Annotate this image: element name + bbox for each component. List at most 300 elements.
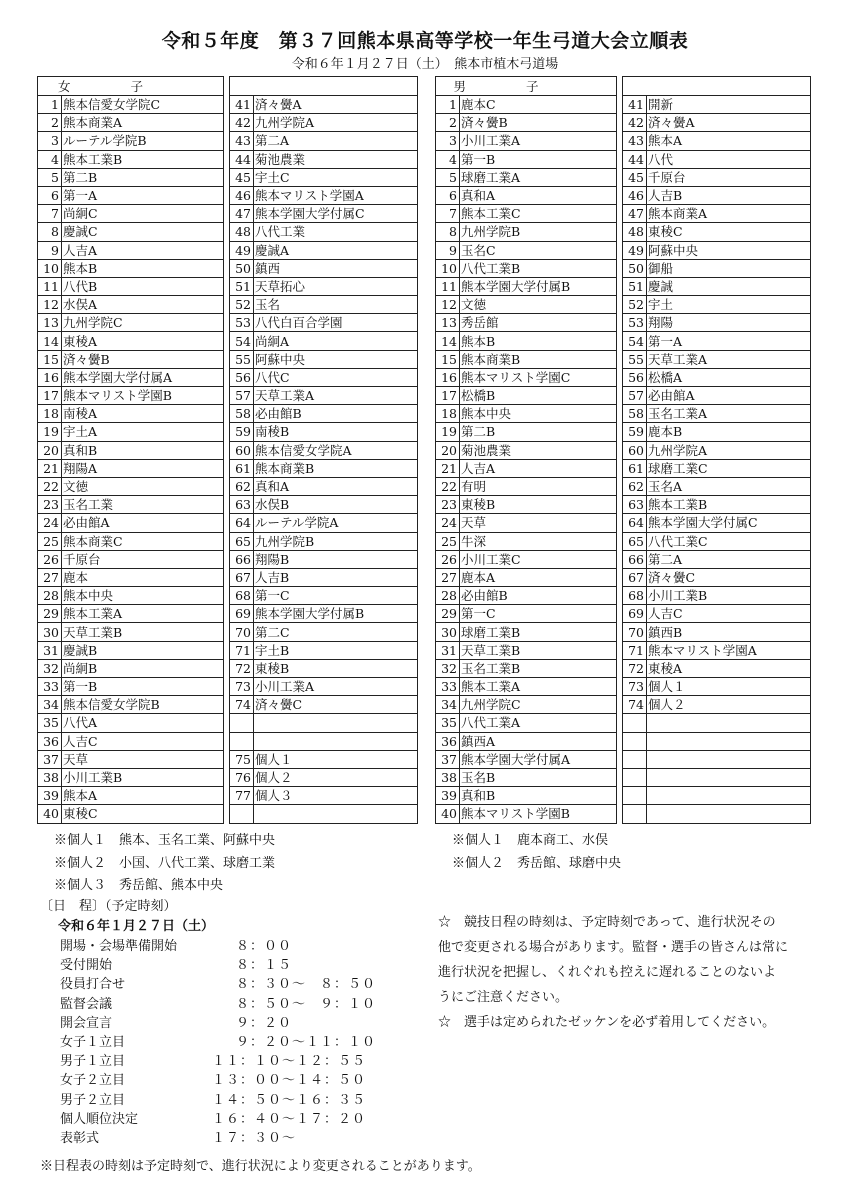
table-row [436, 605, 811, 623]
table-row [436, 623, 811, 641]
team-name: 九州学院B [460, 223, 617, 241]
team-name: 東稜C [647, 223, 811, 241]
order-number: 51 [230, 277, 254, 295]
team-name: 天草工業B [62, 623, 224, 641]
schedule-time: ９：２０～１１：１０ [236, 1034, 377, 1050]
order-number: 77 [230, 787, 254, 805]
order-number: 64 [230, 514, 254, 532]
table-row [38, 168, 418, 186]
schedule-label: 男子１立目 [60, 1054, 126, 1070]
table-row [436, 332, 811, 350]
schedule-label: 開場・会場準備開始 [60, 939, 178, 954]
order-number: 69 [230, 605, 254, 623]
girls-individual-notes [54, 830, 275, 898]
order-number: 11 [436, 277, 460, 295]
order-number: 48 [623, 223, 647, 241]
team-name: 済々黌C [254, 696, 418, 714]
order-number: 37 [436, 750, 460, 768]
team-name: 熊本工業B [647, 496, 811, 514]
order-number: 69 [623, 605, 647, 623]
team-name: 球磨工業C [647, 459, 811, 477]
schedule-label: 男子２立目 [60, 1092, 126, 1108]
order-number: 22 [38, 477, 62, 495]
schedule-heading: 〔日 程〕（予定時刻） [40, 899, 177, 914]
order-number: 2 [38, 114, 62, 132]
team-name: 東稜C [62, 805, 224, 823]
schedule-label: 役員打合せ [60, 977, 126, 993]
team-name: 熊本工業A [62, 605, 224, 623]
order-number: 37 [38, 750, 62, 768]
order-number: 6 [38, 186, 62, 204]
order-number: 51 [623, 277, 647, 295]
schedule-row [40, 1110, 367, 1129]
team-name: 熊本マリスト学園C [460, 368, 617, 386]
order-number: 72 [623, 659, 647, 677]
order-number: 10 [436, 259, 460, 277]
order-number: 63 [230, 496, 254, 514]
team-name: 熊本工業A [460, 678, 617, 696]
order-number: 54 [230, 332, 254, 350]
schedule-row [40, 1091, 367, 1110]
team-name: 玉名工業A [647, 405, 811, 423]
order-number: 74 [230, 696, 254, 714]
schedule-row [40, 1014, 293, 1033]
team-name: 小川工業B [62, 768, 224, 786]
team-name: 鎮西A [460, 732, 617, 750]
team-name: 熊本信愛女学院C [62, 96, 224, 114]
order-number: 65 [623, 532, 647, 550]
team-name: 必由館A [647, 387, 811, 405]
team-name: 八代C [254, 368, 418, 386]
order-number [230, 805, 254, 823]
team-name: 水俣B [254, 496, 418, 514]
order-number: 70 [623, 623, 647, 641]
order-number: 19 [38, 423, 62, 441]
schedule-label: 監督会議 [60, 996, 113, 1012]
table-row [38, 277, 418, 295]
team-name [647, 732, 811, 750]
team-name: 東稜A [62, 332, 224, 350]
team-name: 人吉A [62, 241, 224, 259]
event-date-venue: 令和６年１月２７日（土） 熊本市植木弓道場 [291, 57, 559, 72]
table-row [38, 241, 418, 259]
order-number: 55 [230, 350, 254, 368]
team-name: 熊本中央 [62, 587, 224, 605]
order-number: 47 [623, 205, 647, 223]
schedule-time: ８：５０～ ９：１０ [236, 996, 377, 1012]
order-number: 72 [230, 659, 254, 677]
table-row [38, 296, 418, 314]
order-number: 41 [623, 96, 647, 114]
table-row [436, 532, 811, 550]
order-number: 58 [623, 405, 647, 423]
table-row [436, 732, 811, 750]
team-name: 熊本商業A [647, 205, 811, 223]
team-name: 天草工業B [460, 641, 617, 659]
table-row [436, 150, 811, 168]
team-name: 阿蘇中央 [647, 241, 811, 259]
table-row [436, 96, 811, 114]
team-name: 熊本商業A [62, 114, 224, 132]
table-row [436, 368, 811, 386]
team-name: 八代工業B [460, 259, 617, 277]
table-row [38, 550, 418, 568]
table-row [436, 768, 811, 786]
team-name [254, 732, 418, 750]
note-line: ※個人１ 熊本、玉名工業、阿蘇中央 [54, 833, 276, 848]
note-line: ※個人１ 鹿本商工、水俣 [452, 833, 609, 848]
order-number [623, 805, 647, 823]
schedule-row [40, 1071, 367, 1090]
order-number: 13 [38, 314, 62, 332]
team-name: 真和B [62, 441, 224, 459]
team-name: ルーテル学院B [62, 132, 224, 150]
team-name: 個人３ [254, 787, 418, 805]
boys-header: 男子 [436, 77, 617, 96]
order-number: 23 [38, 496, 62, 514]
team-name: 熊本マリスト学園A [254, 186, 418, 204]
team-name: 必由館B [254, 405, 418, 423]
table-row [38, 623, 418, 641]
team-name: 熊本マリスト学園A [647, 641, 811, 659]
table-row [38, 678, 418, 696]
team-name [254, 714, 418, 732]
team-name: 菊池農業 [254, 150, 418, 168]
order-number: 62 [230, 477, 254, 495]
order-number: 3 [38, 132, 62, 150]
order-number: 49 [623, 241, 647, 259]
team-name: 第二C [254, 623, 418, 641]
team-name: 個人２ [647, 696, 811, 714]
schedule-time: ８：３０～ ８：５０ [236, 977, 377, 993]
team-name: 翔陽 [647, 314, 811, 332]
team-name: 熊本信愛女学院B [62, 696, 224, 714]
team-name: 玉名工業 [62, 496, 224, 514]
team-name: ルーテル学院A [254, 514, 418, 532]
team-name: 熊本マリスト学園B [460, 805, 617, 823]
team-name: 真和A [460, 186, 617, 204]
order-number: 76 [230, 768, 254, 786]
order-number: 48 [230, 223, 254, 241]
team-name: 熊本学園大学付属C [647, 514, 811, 532]
order-number: 17 [38, 387, 62, 405]
team-name: 真和B [460, 787, 617, 805]
order-number: 12 [38, 296, 62, 314]
schedule-label: 女子２立目 [60, 1073, 126, 1089]
order-number [623, 714, 647, 732]
team-name: 熊本A [647, 132, 811, 150]
girls-order-table [37, 76, 418, 824]
team-name: 済々黌A [647, 114, 811, 132]
page-title: 令和５年度 第３７回熊本県高等学校一年生弓道大会立順表 [161, 30, 689, 52]
team-name: 第一A [647, 332, 811, 350]
team-name: 天草拓心 [254, 277, 418, 295]
team-name: 水俣A [62, 296, 224, 314]
team-name [254, 805, 418, 823]
order-number: 6 [436, 186, 460, 204]
team-name: 秀岳館 [460, 314, 617, 332]
order-number: 49 [230, 241, 254, 259]
table-row [436, 296, 811, 314]
team-name: 熊本工業B [62, 150, 224, 168]
team-name: 八代工業C [647, 532, 811, 550]
team-name: 九州学院A [254, 114, 418, 132]
team-name: 翔陽B [254, 550, 418, 568]
order-number: 42 [230, 114, 254, 132]
order-number: 40 [436, 805, 460, 823]
team-name: 熊本マリスト学園B [62, 387, 224, 405]
order-number: 15 [436, 350, 460, 368]
team-name: 慶誠B [62, 641, 224, 659]
order-number: 56 [623, 368, 647, 386]
team-name: 第二B [62, 168, 224, 186]
order-number: 67 [623, 568, 647, 586]
team-name: 第一C [254, 587, 418, 605]
note-line: ※個人３ 秀岳館、熊本中央 [54, 878, 224, 893]
team-name: 宇土A [62, 423, 224, 441]
table-row [38, 350, 418, 368]
boys-order-table [435, 76, 811, 824]
table-row [436, 696, 811, 714]
order-number: 16 [436, 368, 460, 386]
table-row [38, 605, 418, 623]
order-number: 41 [230, 96, 254, 114]
order-number: 39 [436, 787, 460, 805]
order-number: 59 [623, 423, 647, 441]
team-name: 鹿本C [460, 96, 617, 114]
order-number: 17 [436, 387, 460, 405]
schedule-row [40, 995, 377, 1014]
order-number: 21 [436, 459, 460, 477]
order-number: 27 [436, 568, 460, 586]
schedule-label: 開会宣言 [60, 1015, 113, 1031]
order-number: 67 [230, 568, 254, 586]
order-number: 5 [38, 168, 62, 186]
team-name: 個人１ [254, 750, 418, 768]
team-name: 阿蘇中央 [254, 350, 418, 368]
team-name: 天草工業A [254, 387, 418, 405]
table-row [38, 259, 418, 277]
table-row [38, 787, 418, 805]
order-number: 38 [436, 768, 460, 786]
table-row [38, 459, 418, 477]
team-name: 第二B [460, 423, 617, 441]
order-number: 43 [623, 132, 647, 150]
team-name: 八代A [62, 714, 224, 732]
team-name: 第二A [254, 132, 418, 150]
order-number: 28 [38, 587, 62, 605]
team-name: 熊本工業C [460, 205, 617, 223]
table-row [38, 659, 418, 677]
girls-header-right [230, 77, 418, 96]
order-number: 60 [623, 441, 647, 459]
order-number: 57 [623, 387, 647, 405]
order-number: 18 [38, 405, 62, 423]
table-row [38, 641, 418, 659]
remark-bib: ☆ 選手は定められたゼッケンを必ず着用してください。 [438, 1015, 776, 1030]
team-name: 牛深 [460, 532, 617, 550]
table-row [38, 387, 418, 405]
team-name: 九州学院A [647, 441, 811, 459]
order-number: 53 [623, 314, 647, 332]
schedule-time: ９：２０ [236, 1015, 293, 1031]
order-number: 52 [623, 296, 647, 314]
team-name: 第一B [460, 150, 617, 168]
team-name: 必由館B [460, 587, 617, 605]
team-name: 鎮西 [254, 259, 418, 277]
schedule-label: 個人順位決定 [60, 1111, 139, 1127]
team-name: 第一C [460, 605, 617, 623]
team-name: 天草 [460, 514, 617, 532]
order-number: 75 [230, 750, 254, 768]
team-name: 熊本学園大学付属A [62, 368, 224, 386]
team-name: 菊池農業 [460, 441, 617, 459]
schedule-time: １６：４０～１７：２０ [212, 1111, 367, 1127]
table-row [436, 787, 811, 805]
team-name: 東稜B [254, 659, 418, 677]
order-number: 21 [38, 459, 62, 477]
team-name: 個人１ [647, 678, 811, 696]
team-name: 玉名 [254, 296, 418, 314]
team-name: 慶誠A [254, 241, 418, 259]
team-name: 松橋A [647, 368, 811, 386]
order-number: 31 [436, 641, 460, 659]
team-name [647, 805, 811, 823]
team-name: 尚絅B [62, 659, 224, 677]
order-number: 33 [436, 678, 460, 696]
table-row [436, 750, 811, 768]
table-row [436, 459, 811, 477]
order-number: 46 [230, 186, 254, 204]
team-name: 翔陽A [62, 459, 224, 477]
table-row [436, 496, 811, 514]
team-name: 九州学院C [62, 314, 224, 332]
team-name: 南稜B [254, 423, 418, 441]
order-number: 52 [230, 296, 254, 314]
order-number: 20 [436, 441, 460, 459]
note-line: ※個人２ 小国、八代工業、球磨工業 [54, 855, 276, 871]
team-name: 人吉A [460, 459, 617, 477]
order-number: 47 [230, 205, 254, 223]
order-number: 45 [230, 168, 254, 186]
team-name: 熊本B [62, 259, 224, 277]
order-number: 34 [436, 696, 460, 714]
table-row [436, 132, 811, 150]
order-number: 28 [436, 587, 460, 605]
order-number [623, 732, 647, 750]
order-number: 44 [623, 150, 647, 168]
schedule-date: 令和６年１月２７日（土） [58, 919, 215, 934]
team-name: 慶誠 [647, 277, 811, 295]
team-name: 鹿本 [62, 568, 224, 586]
team-name: 文徳 [460, 296, 617, 314]
table-row [436, 168, 811, 186]
team-name: 尚絅C [62, 205, 224, 223]
order-number: 44 [230, 150, 254, 168]
order-number: 31 [38, 641, 62, 659]
team-name: 開新 [647, 96, 811, 114]
schedule-row [40, 956, 293, 975]
order-number: 34 [38, 696, 62, 714]
order-number [623, 787, 647, 805]
order-number: 9 [38, 241, 62, 259]
team-name: 熊本中央 [460, 405, 617, 423]
order-number: 53 [230, 314, 254, 332]
team-name: 第二A [647, 550, 811, 568]
order-number: 26 [436, 550, 460, 568]
order-number [230, 732, 254, 750]
order-number: 71 [623, 641, 647, 659]
team-name: 有明 [460, 477, 617, 495]
order-number: 55 [623, 350, 647, 368]
team-name: 千原台 [647, 168, 811, 186]
order-number [623, 768, 647, 786]
schedule-time: １４：５０～１６：３５ [212, 1092, 367, 1108]
order-number: 14 [38, 332, 62, 350]
team-name: 必由館A [62, 514, 224, 532]
team-name: 球磨工業B [460, 623, 617, 641]
order-number: 32 [436, 659, 460, 677]
team-name: 熊本商業B [254, 459, 418, 477]
team-name: 松橋B [460, 387, 617, 405]
order-number: 12 [436, 296, 460, 314]
order-number: 68 [623, 587, 647, 605]
schedule-label: 受付開始 [60, 958, 113, 974]
schedule-label: 表彰式 [60, 1130, 100, 1146]
remark-timing: ☆ 競技日程の時刻は、予定時刻であって、進行状況その他で変更される場合があります。監督・選手の皆さんは常に進行状況を把握し、くれぐれも控えに遅れることのないようにご注意ください。 [438, 915, 788, 1005]
table-row [436, 641, 811, 659]
table-row [436, 568, 811, 586]
schedule-row [40, 1052, 367, 1071]
team-name: 鹿本B [647, 423, 811, 441]
table-row [38, 405, 418, 423]
schedule [40, 897, 377, 1148]
order-number: 20 [38, 441, 62, 459]
order-number: 25 [436, 532, 460, 550]
team-name: 八代B [62, 277, 224, 295]
order-number: 71 [230, 641, 254, 659]
schedule-row [40, 1033, 377, 1052]
table-row [436, 678, 811, 696]
order-number: 66 [230, 550, 254, 568]
table-row [38, 714, 418, 732]
order-number: 2 [436, 114, 460, 132]
team-name: 八代工業A [460, 714, 617, 732]
order-number: 68 [230, 587, 254, 605]
team-name: 球磨工業A [460, 168, 617, 186]
team-name [647, 787, 811, 805]
team-name: 宇土 [647, 296, 811, 314]
table-row [436, 259, 811, 277]
table-row [38, 496, 418, 514]
order-number: 63 [623, 496, 647, 514]
order-number: 4 [38, 150, 62, 168]
order-number: 7 [436, 205, 460, 223]
order-number: 16 [38, 368, 62, 386]
order-number: 27 [38, 568, 62, 586]
order-number: 61 [623, 459, 647, 477]
order-number: 1 [436, 96, 460, 114]
team-name: 千原台 [62, 550, 224, 568]
team-name: 済々黌A [254, 96, 418, 114]
team-name: 済々黌B [62, 350, 224, 368]
table-row [436, 314, 811, 332]
table-row [38, 96, 418, 114]
team-name: 個人２ [254, 768, 418, 786]
table-row [38, 368, 418, 386]
team-name: 慶誠C [62, 223, 224, 241]
table-row [436, 477, 811, 495]
